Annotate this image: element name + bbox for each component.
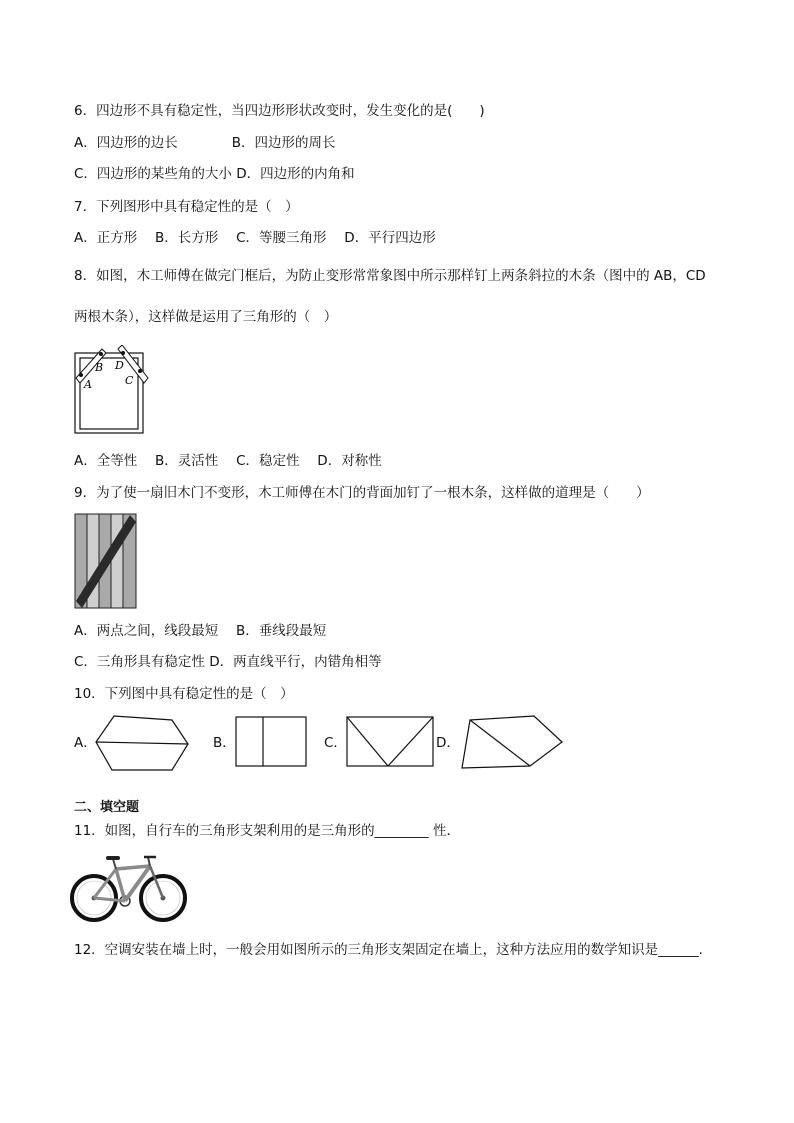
label-b: B (95, 361, 104, 374)
q10-label-a: A． (74, 735, 97, 751)
q6-options-ab: A．四边形的边长 B．四边形的周长 (74, 135, 336, 151)
section-fill-in-title: 二、填空题 (74, 800, 140, 815)
door-frame-figure (70, 345, 152, 437)
q7-stem: 7．下列图形中具有稳定性的是（ ） (74, 199, 299, 215)
q8-stem-line1: 8．如图，木工师傅在做完门框后，为防止变形常常象图中所示那样钉上两条斜拉的木条（图中的 AB，CD (74, 268, 706, 284)
label-c: C (125, 374, 134, 387)
q6-stem: 6．四边形不具有稳定性，当四边形形状改变时，发生变化的是( ) (74, 103, 485, 119)
q10-label-d: D． (436, 735, 460, 751)
label-d: D (115, 359, 124, 372)
q8-options: A．全等性 B．灵活性 C．稳定性 D．对称性 (74, 453, 382, 469)
label-a: A (84, 378, 92, 391)
q9-stem: 9．为了使一扇旧木门不变形，木工师傅在木门的背面加钉了一根木条，这样做的道理是（ ） (74, 485, 650, 501)
q10-stem: 10．下列图中具有稳定性的是（ ） (74, 686, 294, 702)
q9-options-ab: A．两点之间，线段最短 B．垂线段最短 (74, 623, 327, 639)
bicycle-figure (70, 854, 188, 924)
q7-options: A．正方形 B．长方形 C．等腰三角形 D．平行四边形 (74, 230, 436, 246)
rectangle-with-v-figure (346, 716, 434, 768)
hexagon-figure (94, 714, 190, 772)
wooden-door-figure (74, 513, 138, 609)
q10-label-b: B． (213, 735, 236, 751)
quadrilateral-diagonal-figure (458, 714, 564, 770)
q9-options-cd: C．三角形具有稳定性 D．两直线平行，内错角相等 (74, 654, 382, 670)
q6-options-cd: C．四边形的某些角的大小 D．四边形的内角和 (74, 166, 355, 182)
divided-rectangle-figure (235, 716, 307, 768)
q8-stem-line2: 两根木条），这样做是运用了三角形的（ ） (74, 309, 338, 325)
q12-stem: 12．空调安装在墙上时，一般会用如图所示的三角形支架固定在墙上，这种方法应用的数学知识是______. (74, 942, 703, 958)
q11-stem: 11．如图，自行车的三角形支架利用的是三角形的________ 性． (74, 823, 460, 839)
q10-label-c: C． (324, 735, 347, 751)
